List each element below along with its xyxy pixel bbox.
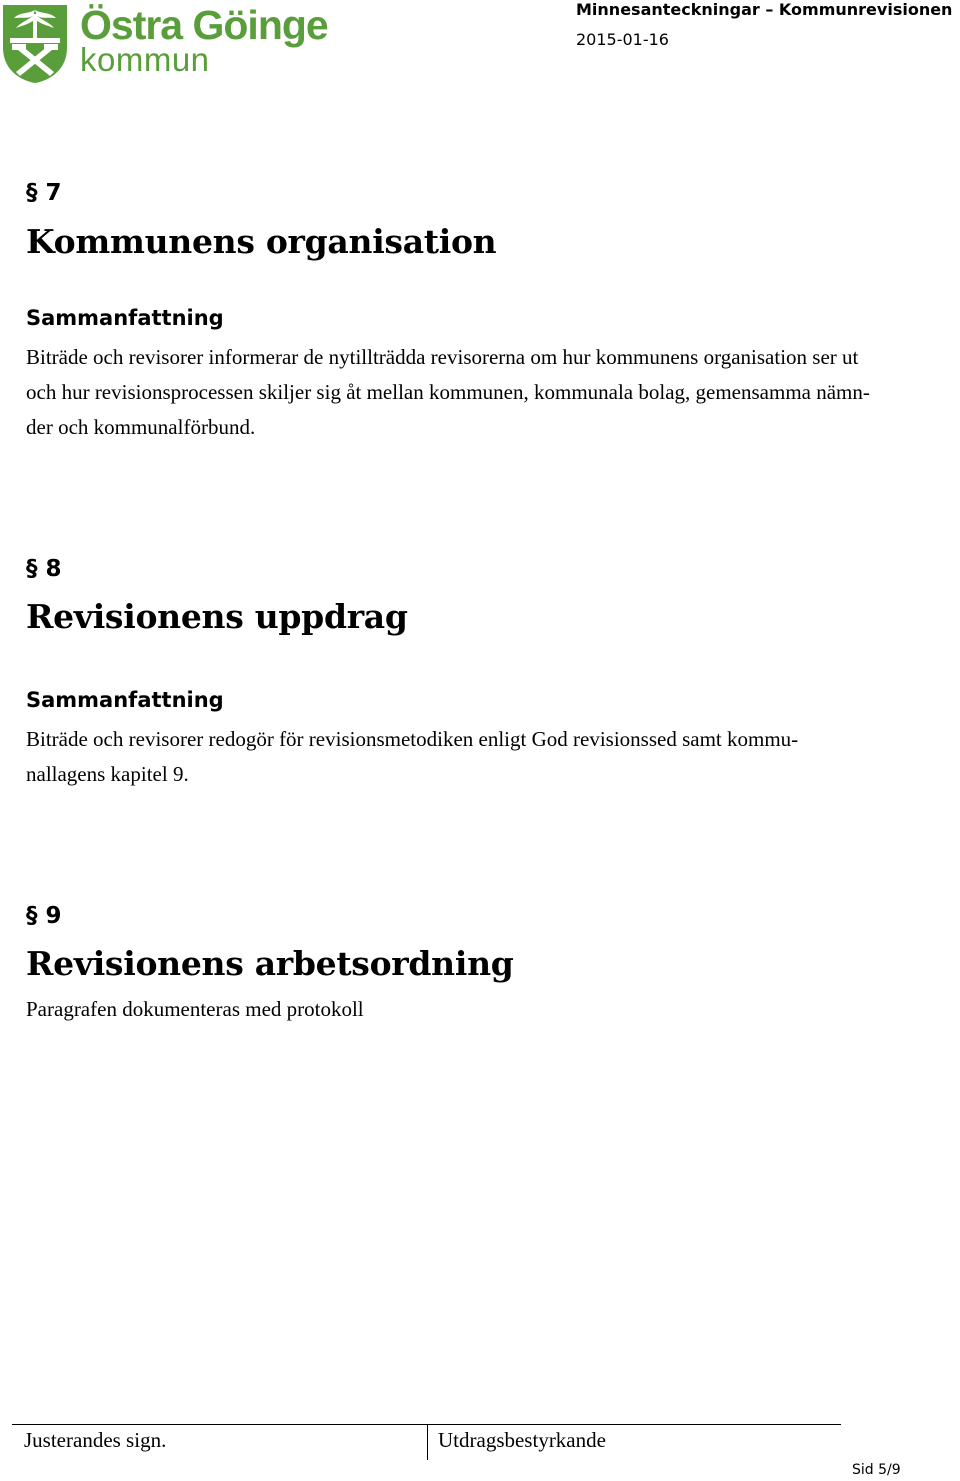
section-heading: Revisionens arbetsordning	[26, 944, 514, 983]
body-text-line: der och kommunalförbund.	[26, 415, 256, 439]
footer-divider	[427, 1424, 428, 1460]
document-date: 2015-01-16	[576, 30, 669, 49]
body-text-line: och hur revisionsprocessen skiljer sig åt mellan kommunen, kommunala bolag, gemensamma nämn-	[26, 380, 870, 404]
logo-wordmark-line1: Östra Göinge	[80, 2, 328, 48]
body-text-line: Paragrafen dokumenteras med protokoll	[26, 997, 364, 1021]
page-number: Sid 5/9	[852, 1462, 901, 1478]
coat-of-arms-icon	[0, 2, 70, 84]
section-heading: Kommunens organisation	[26, 222, 497, 261]
body-text-line: Biträde och revisorer redogör för revisionsmetodiken enligt God revisionssed samt kommu-	[26, 727, 799, 751]
body-text-line: nallagens kapitel 9.	[26, 762, 189, 786]
logo-wordmark-line2: kommun	[80, 41, 210, 78]
certification-label: Utdragsbestyrkande	[438, 1428, 606, 1452]
signature-label: Justerandes sign.	[24, 1428, 167, 1452]
document-title: Minnesanteckningar – Kommunrevisionen	[576, 0, 953, 19]
body-text-line: Biträde och revisorer informerar de nytillträdda revisorerna om hur kommunens organisation ser ut	[26, 345, 859, 369]
section-subheading: Sammanfattning	[26, 688, 224, 712]
section-subheading: Sammanfattning	[26, 306, 224, 330]
municipality-logo	[0, 0, 328, 86]
section-heading: Revisionens uppdrag	[26, 597, 408, 636]
section-number: § 9	[26, 903, 62, 929]
section-number: § 7	[26, 180, 62, 206]
section-number: § 8	[26, 556, 62, 582]
